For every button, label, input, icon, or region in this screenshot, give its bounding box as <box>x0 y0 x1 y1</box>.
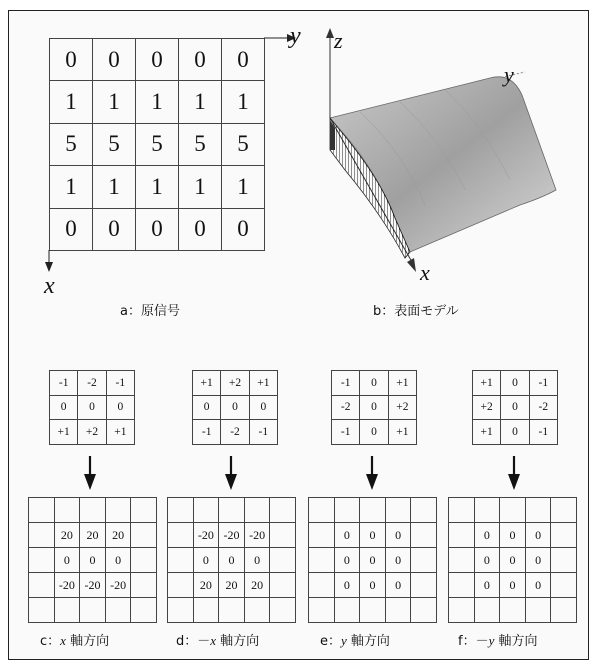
signal-cell: 1 <box>50 81 93 123</box>
kernel-cell: -2 <box>332 396 360 421</box>
kernel-cell: +2 <box>78 420 106 445</box>
kernel-cell: -2 <box>78 371 106 396</box>
result-cell <box>168 498 194 523</box>
signal-cell: 0 <box>93 39 136 81</box>
result-cell <box>270 523 296 548</box>
caption-f: f：－y 軸方向 <box>458 633 538 649</box>
kernel-cell: -1 <box>530 420 558 445</box>
result-cell: 0 <box>386 548 412 573</box>
result-cell: 0 <box>360 573 386 598</box>
signal-cell: 5 <box>136 124 179 166</box>
kernel-cell: 0 <box>193 396 221 421</box>
result-cell: 0 <box>500 548 526 573</box>
kernel-cell: 0 <box>501 396 529 421</box>
result-cell <box>245 598 271 623</box>
signal-cell: 0 <box>222 209 265 251</box>
arrow-f <box>508 456 520 490</box>
result-cell: 20 <box>80 523 106 548</box>
result-cell <box>106 498 132 523</box>
kernel-cell: +1 <box>250 371 278 396</box>
caption-b: b：表面モデル <box>373 304 459 319</box>
result-cell <box>411 548 437 573</box>
signal-cell: 0 <box>179 209 222 251</box>
result-cell: 0 <box>475 548 501 573</box>
result-cell <box>551 573 577 598</box>
signal-cell: 0 <box>50 209 93 251</box>
result-cell <box>360 598 386 623</box>
result-cell <box>411 573 437 598</box>
result-cell <box>55 498 81 523</box>
kernel-cell: 0 <box>78 396 106 421</box>
result-cell <box>55 598 81 623</box>
panel-b-z-label: z <box>334 28 343 53</box>
kernel-cell: -1 <box>107 371 135 396</box>
result-cell <box>335 498 361 523</box>
result-cell: 0 <box>526 573 552 598</box>
result-cell: 20 <box>219 573 245 598</box>
result-cell <box>449 598 475 623</box>
result-cell <box>219 598 245 623</box>
kernel-cell: +2 <box>389 396 417 421</box>
result-cell <box>168 548 194 573</box>
result-cell: 0 <box>335 548 361 573</box>
result-cell <box>449 498 475 523</box>
arrow-c <box>84 456 96 490</box>
kernel-cell: +1 <box>50 420 78 445</box>
kernel-cell: +1 <box>389 420 417 445</box>
result-cell <box>80 598 106 623</box>
result-cell: -20 <box>106 573 132 598</box>
result-grid-f <box>448 497 577 623</box>
kernel-cell: +2 <box>473 396 501 421</box>
signal-cell: 1 <box>136 81 179 123</box>
result-cell <box>131 523 157 548</box>
signal-cell: 1 <box>50 166 93 208</box>
signal-cell: 5 <box>222 124 265 166</box>
arrow-d <box>225 456 237 490</box>
result-cell <box>29 573 55 598</box>
result-cell <box>309 598 335 623</box>
result-cell: 0 <box>475 573 501 598</box>
kernel-cell: +1 <box>107 420 135 445</box>
kernel-cell: 0 <box>250 396 278 421</box>
kernel-cell: 0 <box>50 396 78 421</box>
result-cell <box>551 598 577 623</box>
kernel-cell: 0 <box>360 371 388 396</box>
kernel-cell: -1 <box>332 420 360 445</box>
result-cell <box>270 498 296 523</box>
result-cell: 20 <box>106 523 132 548</box>
kernel-cell: -1 <box>530 371 558 396</box>
signal-cell: 1 <box>179 81 222 123</box>
result-cell <box>168 573 194 598</box>
kernel-cell: -2 <box>221 420 249 445</box>
result-cell <box>500 498 526 523</box>
result-cell <box>168 523 194 548</box>
result-cell: 0 <box>360 523 386 548</box>
result-cell <box>411 498 437 523</box>
result-cell <box>309 498 335 523</box>
result-cell <box>245 498 271 523</box>
panel-b-y-label: y <box>504 62 514 87</box>
result-cell <box>270 573 296 598</box>
result-cell: 0 <box>386 573 412 598</box>
result-cell <box>29 523 55 548</box>
result-cell <box>270 598 296 623</box>
result-cell: 0 <box>335 573 361 598</box>
kernel-cell: +1 <box>389 371 417 396</box>
kernel-cell: -2 <box>530 396 558 421</box>
result-cell <box>309 573 335 598</box>
kernel-cell: -1 <box>50 371 78 396</box>
result-cell <box>360 498 386 523</box>
signal-cell: 5 <box>179 124 222 166</box>
arrow-e <box>366 456 378 490</box>
result-cell: 0 <box>500 573 526 598</box>
signal-cell: 0 <box>222 39 265 81</box>
kernel-cell: +1 <box>193 371 221 396</box>
result-cell <box>29 498 55 523</box>
result-cell: 20 <box>55 523 81 548</box>
result-cell <box>449 573 475 598</box>
result-cell: 0 <box>475 523 501 548</box>
caption-a: a：原信号 <box>120 304 180 319</box>
result-cell <box>411 598 437 623</box>
kernel-cell: 0 <box>501 371 529 396</box>
caption-e: e：y 軸方向 <box>320 633 390 649</box>
signal-cell: 1 <box>222 166 265 208</box>
signal-cell: 0 <box>136 209 179 251</box>
result-cell <box>551 548 577 573</box>
panel-a-y-label: y <box>290 23 301 49</box>
kernel-cell: -1 <box>332 371 360 396</box>
kernel-cell: +2 <box>221 371 249 396</box>
result-cell <box>475 498 501 523</box>
result-cell <box>526 598 552 623</box>
signal-cell: 5 <box>50 124 93 166</box>
kernel-cell: +1 <box>473 371 501 396</box>
result-cell <box>386 598 412 623</box>
result-cell: -20 <box>194 523 220 548</box>
result-cell: 20 <box>194 573 220 598</box>
result-grid-c <box>28 497 157 623</box>
caption-d: d：－x 軸方向 <box>176 633 260 649</box>
result-cell: 0 <box>219 548 245 573</box>
result-cell <box>131 598 157 623</box>
result-cell <box>526 498 552 523</box>
result-cell <box>219 498 245 523</box>
result-cell <box>29 548 55 573</box>
result-cell: 0 <box>106 548 132 573</box>
kernel-cell: 0 <box>360 396 388 421</box>
result-cell <box>29 598 55 623</box>
result-cell <box>551 498 577 523</box>
result-cell <box>309 523 335 548</box>
result-cell: 0 <box>360 548 386 573</box>
signal-cell: 1 <box>222 81 265 123</box>
signal-cell: 0 <box>93 209 136 251</box>
signal-cell: 1 <box>179 166 222 208</box>
result-cell: -20 <box>245 523 271 548</box>
result-cell <box>411 523 437 548</box>
result-cell: 0 <box>335 523 361 548</box>
result-cell: 0 <box>526 523 552 548</box>
result-cell <box>449 548 475 573</box>
result-cell <box>500 598 526 623</box>
result-cell <box>131 498 157 523</box>
result-cell <box>131 573 157 598</box>
result-cell <box>194 498 220 523</box>
kernel-cell: 0 <box>107 396 135 421</box>
result-cell: 0 <box>500 523 526 548</box>
result-cell <box>386 498 412 523</box>
result-cell <box>270 548 296 573</box>
result-grid-e <box>308 497 437 623</box>
result-cell <box>551 523 577 548</box>
result-cell: -20 <box>80 573 106 598</box>
result-cell <box>80 498 106 523</box>
result-cell: 20 <box>245 573 271 598</box>
signal-cell: 0 <box>50 39 93 81</box>
result-cell <box>449 523 475 548</box>
result-cell <box>309 548 335 573</box>
result-cell: 0 <box>386 523 412 548</box>
panel-b-x-label: x <box>420 260 430 285</box>
result-cell <box>335 598 361 623</box>
caption-c: c：x 軸方向 <box>40 633 110 649</box>
result-cell: -20 <box>219 523 245 548</box>
result-cell: 0 <box>245 548 271 573</box>
result-cell <box>168 598 194 623</box>
result-cell: 0 <box>526 548 552 573</box>
result-cell <box>106 598 132 623</box>
kernel-cell: 0 <box>501 420 529 445</box>
result-cell: -20 <box>55 573 81 598</box>
kernel-cell: -1 <box>250 420 278 445</box>
kernel-cell: 0 <box>221 396 249 421</box>
signal-cell: 5 <box>93 124 136 166</box>
kernel-cell: -1 <box>193 420 221 445</box>
signal-cell: 1 <box>93 166 136 208</box>
signal-cell: 1 <box>136 166 179 208</box>
result-cell: 0 <box>80 548 106 573</box>
result-cell <box>131 548 157 573</box>
signal-cell: 0 <box>136 39 179 81</box>
result-cell <box>194 598 220 623</box>
result-cell: 0 <box>55 548 81 573</box>
kernel-cell: 0 <box>360 420 388 445</box>
kernel-cell: +1 <box>473 420 501 445</box>
result-cell <box>475 598 501 623</box>
signal-cell: 1 <box>93 81 136 123</box>
panel-a-x-label: x <box>44 273 55 299</box>
result-cell: 0 <box>194 548 220 573</box>
result-grid-d <box>167 497 296 623</box>
signal-cell: 0 <box>179 39 222 81</box>
